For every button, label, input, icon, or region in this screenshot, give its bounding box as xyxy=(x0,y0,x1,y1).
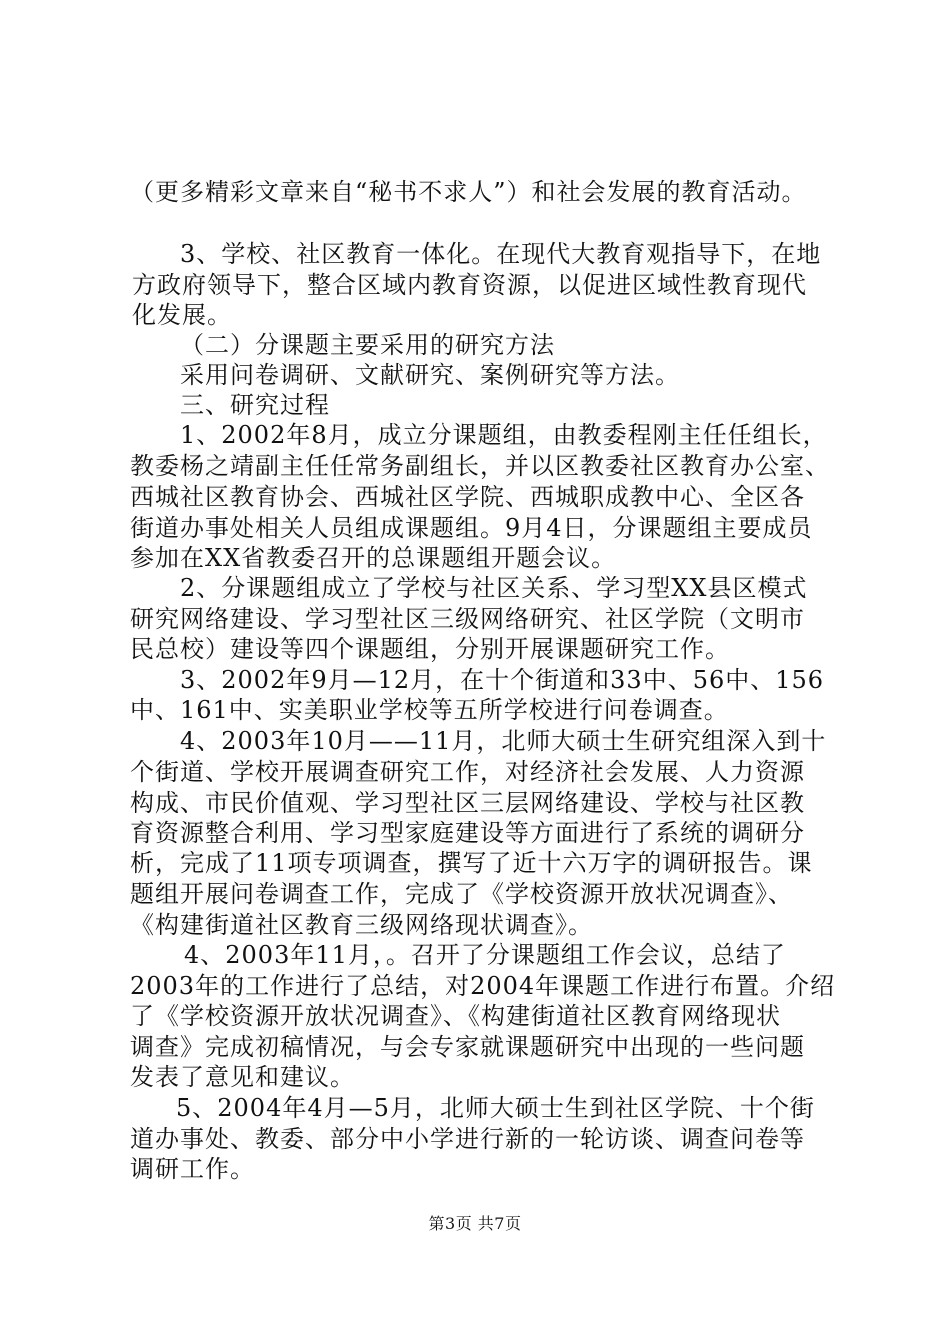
text-line: 街道办事处相关人员组成课题组。9月4日，分课题组主要成员 xyxy=(130,514,813,542)
text-line: 4、2003年11月，。召开了分课题组工作会议，总结了 xyxy=(184,941,786,969)
text-line: （更多精彩文章来自“秘书不求人”）和社会发展的教育活动。 xyxy=(130,178,807,206)
page-footer: 第3页 共7页 xyxy=(428,1214,522,1233)
section-heading: 三、研究过程 xyxy=(180,391,330,419)
text-line: 析，完成了11项专项调查，撰写了近十六万字的调研报告。课 xyxy=(130,849,813,877)
text-line: 道办事处、教委、部分中小学进行新的一轮访谈、调查问卷等 xyxy=(130,1125,805,1153)
text-line: 调查》完成初稿情况，与会专家就课题研究中出现的一些问题 xyxy=(130,1033,805,1061)
text-line: 参加在XX省教委召开的总课题组开题会议。 xyxy=(130,544,617,572)
text-line: 3、学校、社区教育一体化。在现代大教育观指导下，在地 xyxy=(180,240,822,268)
text-line: 5、2004年4月—5月，北师大硕士生到社区学院、十个街 xyxy=(176,1094,815,1122)
text-line: 民总校）建设等四个课题组，分别开展课题研究工作。 xyxy=(130,635,730,663)
text-line: 西城社区教育协会、西城社区学院、西城职成教中心、全区各 xyxy=(130,483,805,511)
text-line: 化发展。 xyxy=(132,301,232,329)
text-line: 3、2002年9月—12月，在十个街道和33中、56中、156 xyxy=(180,666,825,694)
text-line: 育资源整合利用、学习型家庭建设等方面进行了系统的调研分 xyxy=(130,819,805,847)
text-line: 《构建街道社区教育三级网络现状调查》。 xyxy=(130,911,593,939)
text-line: 调研工作。 xyxy=(130,1155,255,1183)
text-line: 题组开展问卷调查工作，完成了《学校资源开放状况调查》、 xyxy=(130,880,793,908)
text-line: 方政府领导下，整合区域内教育资源，以促进区域性教育现代 xyxy=(132,271,807,299)
text-line: 构成、市民价值观、学习型社区三层网络建设、学校与社区教 xyxy=(130,789,805,817)
text-line: 2、分课题组成立了学校与社区关系、学习型XX县区模式 xyxy=(180,574,808,602)
text-line: 中、161中、实美职业学校等五所学校进行问卷调查。 xyxy=(130,696,729,724)
text-line: 教委杨之靖副主任任常务副组长，并以区教委社区教育办公室、 xyxy=(130,452,830,480)
text-line: 2003年的工作进行了总结，对2004年课题工作进行布置。介绍 xyxy=(130,972,836,1000)
text-line: 了《学校资源开放状况调查》、《构建街道社区教育网络现状 xyxy=(130,1002,781,1030)
text-line: 1、2002年8月，成立分课题组，由教委程刚主任任组长， xyxy=(180,421,828,449)
text-line: 个街道、学校开展调查研究工作，对经济社会发展、人力资源 xyxy=(130,758,805,786)
text-line: 发表了意见和建议。 xyxy=(130,1063,355,1091)
text-line: 采用问卷调研、文献研究、案例研究等方法。 xyxy=(180,361,680,389)
text-line: 研究网络建设、学习型社区三级网络研究、社区学院（文明市 xyxy=(130,605,805,633)
text-line: 4、2003年10月——11月，北师大硕士生研究组深入到十 xyxy=(180,727,827,755)
section-heading: （二）分课题主要采用的研究方法 xyxy=(180,331,555,359)
